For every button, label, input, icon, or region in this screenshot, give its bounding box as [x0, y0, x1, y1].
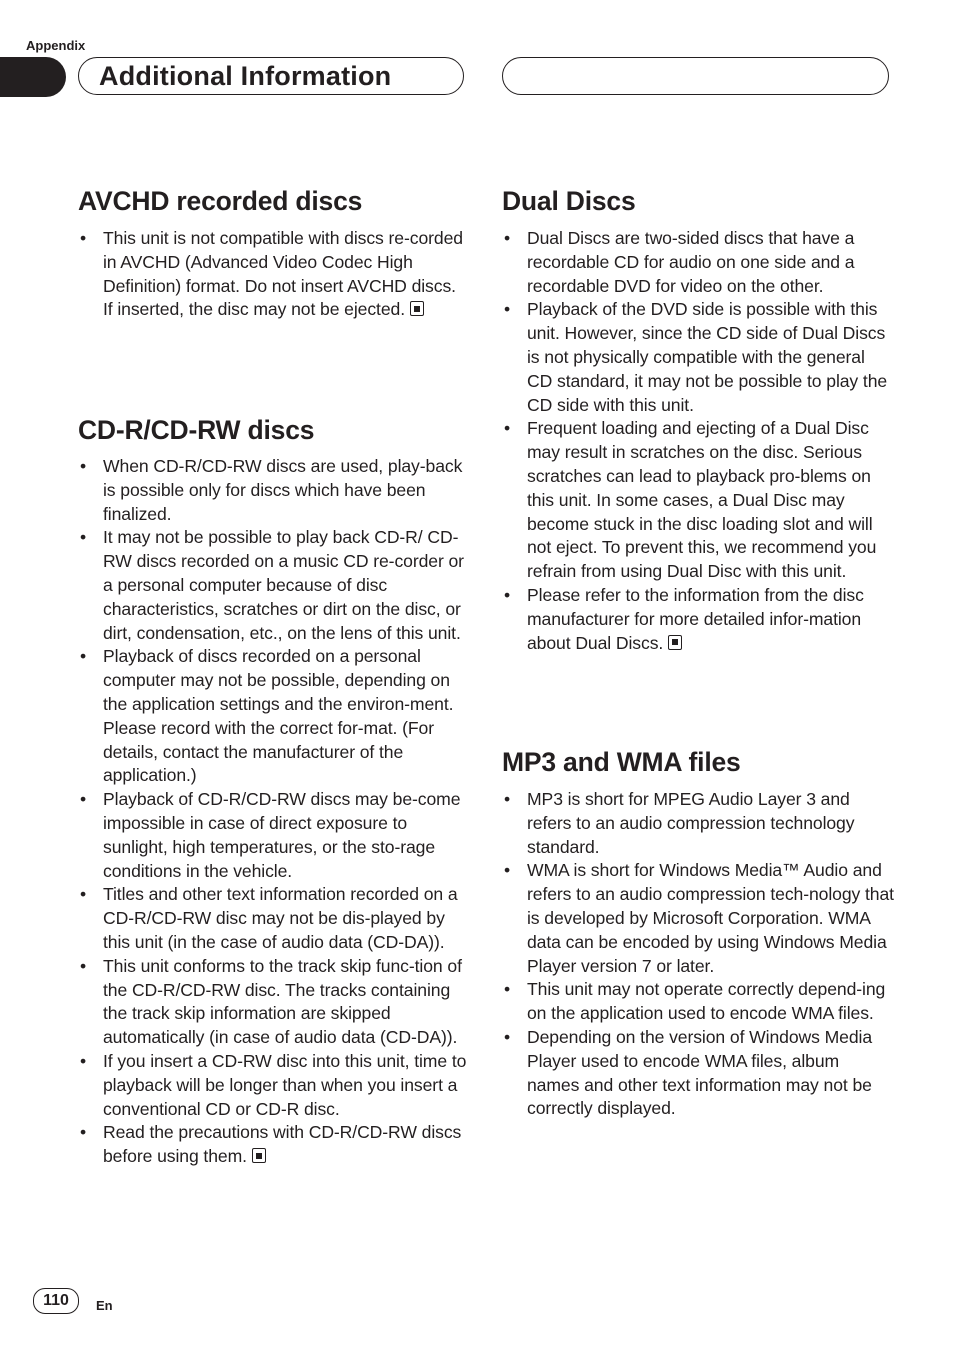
list-item: • MP3 is short for MPEG Audio Layer 3 and refers to an audio compression technology standard. — [502, 788, 894, 859]
list-item: • This unit may not operate correctly depend-ing on the application used to encode WMA files. — [502, 978, 894, 1026]
list-item: • It may not be possible to play back CD-R/ CD-RW discs recorded on a music CD re-corder or a personal computer because of disc characteristics, scratches or dirt on the disc, or dirt, condensation, etc., on the lens of this unit. — [78, 526, 470, 645]
list-item: • Frequent loading and ejecting of a Dual Disc may result in scratches on the disc. Serious scratches can lead to playback pro-blems on this unit. In some cases, a Dual Disc may become stuck in the disc loading slot and will not eject. To prevent this, we recommend you refrain from using Dual Disc with this unit. — [502, 417, 894, 584]
list-item: • Dual Discs are two-sided discs that have a recordable CD for audio on one side and a recordable DVD for video on the other. — [502, 227, 894, 298]
list-item: • Titles and other text information recorded on a CD-R/CD-RW disc may not be dis-played by this unit (in the case of audio data (CD-DA)). — [78, 883, 470, 954]
list-item: • WMA is short for Windows Media™ Audio and refers to an audio compression tech-nology that is developed by Microsoft Corporation. WMA data can be encoded by using Windows Media Player version 7 or later. — [502, 859, 894, 978]
list-item: • Playback of discs recorded on a personal computer may not be possible, depending on the application settings and the environ-ment. Please record with the correct for-mat. (For details, contact the manufacturer of the application.) — [78, 645, 470, 788]
section-title-mp3: MP3 and WMA files — [502, 747, 741, 777]
header-tab-left — [78, 57, 464, 95]
end-mark-icon — [252, 1148, 266, 1163]
end-mark-icon — [668, 635, 682, 650]
list-item: • Playback of the DVD side is possible with this unit. However, since the CD side of Dual Discs is not physically compatible with the general CD standard, it may not be possible to play the CD side with this unit. — [502, 298, 894, 417]
section-title-avchd: AVCHD recorded discs — [78, 186, 363, 216]
list-item: • Read the precautions with CD-R/CD-RW discs before using them. — [78, 1121, 470, 1169]
end-mark-icon — [410, 301, 424, 316]
cdr-list — [78, 455, 470, 1169]
header-tab-right — [502, 57, 889, 95]
avchd-list — [78, 227, 470, 322]
section-marker-tab — [0, 57, 66, 97]
dual-list — [502, 227, 894, 655]
header-tab-title: Additional Information — [99, 61, 392, 91]
list-item: • Please refer to the information from the disc manufacturer for more detailed infor-mation about Dual Discs. — [502, 584, 894, 655]
list-item: • Depending on the version of Windows Media Player used to encode WMA files, album names and other text information may not be correctly displayed. — [502, 1026, 894, 1121]
section-title-cdr: CD-R/CD-RW discs — [78, 415, 315, 445]
page-number: 110 — [33, 1288, 79, 1314]
list-item: • Playback of CD-R/CD-RW discs may be-come impossible in case of direct exposure to sunlight, high temperatures, or the sto-rage conditions in the vehicle. — [78, 788, 470, 883]
mp3-list — [502, 788, 894, 1121]
list-item: • This unit conforms to the track skip func-tion of the CD-R/CD-RW disc. The tracks containing the track skip information are skipped automatically (in case of audio data (CD-DA)). — [78, 955, 470, 1050]
appendix-label: Appendix — [26, 38, 86, 53]
list-item: • When CD-R/CD-RW discs are used, play-back is possible only for discs which have been finalized. — [78, 455, 470, 526]
language-label: En — [96, 1298, 113, 1313]
section-title-dual: Dual Discs — [502, 186, 636, 216]
list-item: • This unit is not compatible with discs re-corded in AVCHD (Advanced Video Codec High Definition) format. Do not insert AVCHD discs. If inserted, the disc may not be ejected. — [78, 227, 470, 322]
list-item: • If you insert a CD-RW disc into this unit, time to playback will be longer than when you insert a conventional CD or CD-R disc. — [78, 1050, 470, 1121]
